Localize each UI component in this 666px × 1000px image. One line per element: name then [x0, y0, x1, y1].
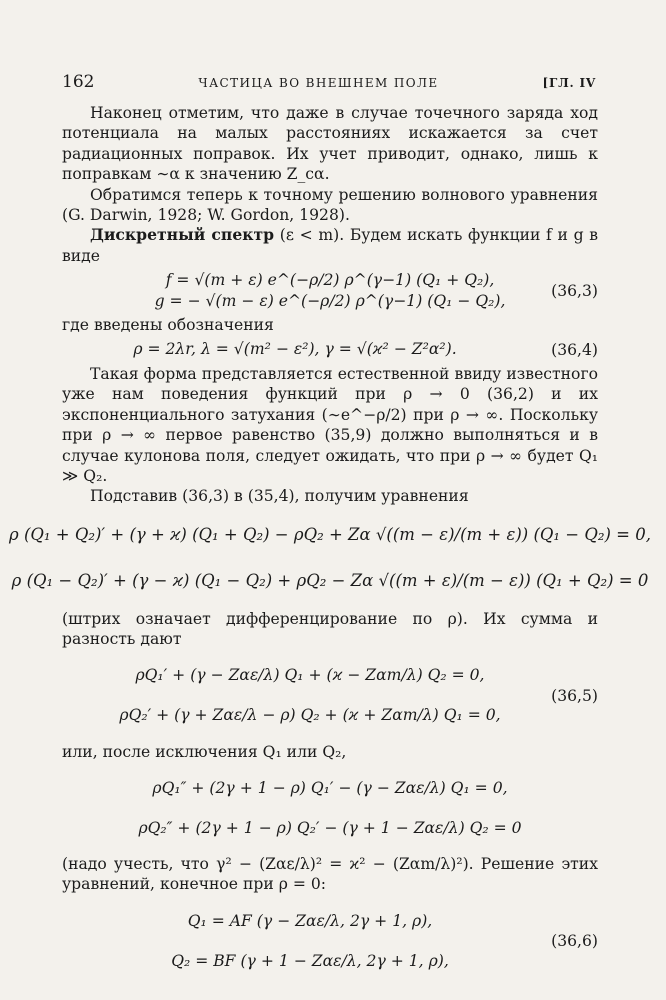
- equation-q1-solution: Q₁ = AF (γ − Zαε/λ, 2γ + 1, ρ),: [187, 911, 433, 930]
- paragraph-behaviour: Такая форма представляется естественной ввиду известного уже нам поведения функций при ρ → 0 (36,2) и их экспоненциального затухания (∼e^−ρ/2) при ρ → ∞. Поскольку при ρ → ∞ первое равенство (35,9) должно выполняться и в случае кулонова поля, следует ожидать, что при ρ → ∞ будет Q₁ ≫ Q₂.: [62, 364, 598, 485]
- equation-q1-second-order: ρQ₁″ + (2γ + 1 − ρ) Q₁′ − (γ − Zαε/λ) Q₁ = 0,: [152, 778, 508, 797]
- equation-g: g = − √(m − ε) e^(−ρ/2) ρ^(γ−1) (Q₁ − Q₂),: [154, 291, 506, 310]
- equation-f: f = √(m + ε) e^(−ρ/2) ρ^(γ−1) (Q₁ + Q₂),: [165, 271, 495, 290]
- equation-second-order: [62, 768, 598, 848]
- equation-rho-lambda-gamma: ρ = 2λr, λ = √(m² − ε²), γ = √(ϰ² − Z²α²).: [133, 340, 457, 359]
- page-number: 162: [62, 72, 95, 92]
- paragraph-exact-solution: Обратимся теперь к точному решению волнового уравнения (G. Darwin, 1928; W. Gordon, 1928).: [62, 185, 598, 225]
- paragraph-radiation-corrections: Наконец отметим, что даже в случае точечного заряда ход потенциала на малых расстояниях искажается за счет радиационных поправок. Их учет приводит, однако, лишь к поправкам ∼α к значению Z_cα.: [62, 104, 598, 184]
- paragraph-substitution: Подставив (36,3) в (35,4), получим уравнения: [90, 487, 469, 506]
- section-heading-discrete-spectrum: Дискретный спектр: [90, 225, 275, 245]
- equation-number: (36,5): [551, 686, 598, 705]
- page-body: [9, 103, 651, 987]
- equation-number: (36,6): [551, 931, 598, 950]
- equation-36-3: [62, 270, 598, 311]
- paragraph-discrete-spectrum: [62, 225, 598, 266]
- equation-system: [9, 515, 651, 601]
- equation-36-4: [62, 339, 598, 359]
- paragraph-notation: где введены обозначения: [62, 316, 274, 335]
- equation-36-6: [62, 901, 598, 981]
- equation-q1-first-order: ρQ₁′ + (γ − Zαε/λ) Q₁ + (ϰ − Zαm/λ) Q₂ = 0,: [135, 666, 485, 685]
- equation-q2-first-order: ρQ₂′ + (γ + Zαε/λ − ρ) Q₂ + (ϰ + Zαm/λ) Q₁ = 0,: [119, 706, 501, 725]
- equation-system-2: ρ (Q₁ − Q₂)′ + (γ − ϰ) (Q₁ − Q₂) + ρQ₂ − Zα √((m + ε)/(m − ε)) (Q₁ + Q₂) = 0: [11, 570, 649, 590]
- equation-36-5: [62, 656, 598, 736]
- paragraph-elimination: или, после исключения Q₁ или Q₂,: [62, 742, 347, 761]
- running-title: ЧАСТИЦА ВО ВНЕШНЕМ ПОЛЕ: [198, 76, 439, 90]
- paragraph-solution: (надо учесть, что γ² − (Zαε/λ)² = ϰ² − (Zαm/λ)²). Решение этих уравнений, конечное при ρ = 0:: [62, 854, 598, 894]
- equation-number: (36,4): [551, 340, 598, 359]
- page-header: [62, 72, 596, 96]
- equation-number: (36,3): [551, 281, 598, 300]
- paragraph-sum-difference: (штрих означает дифференцирование по ρ). Их сумма и разность дают: [62, 609, 598, 649]
- discrete-spectrum-text: (ε < m). Будем искать функции f и g в виде: [62, 226, 599, 265]
- chapter-marker: [ГЛ. IV: [542, 76, 596, 90]
- equation-q2-second-order: ρQ₂″ + (2γ + 1 − ρ) Q₂′ − (γ + 1 − Zαε/λ) Q₂ = 0: [138, 818, 522, 837]
- equation-system-1: ρ (Q₁ + Q₂)′ + (γ + ϰ) (Q₁ + Q₂) − ρQ₂ + Zα √((m − ε)/(m + ε)) (Q₁ − Q₂) = 0,: [9, 524, 651, 544]
- equation-q2-solution: Q₂ = BF (γ + 1 − Zαε/λ, 2γ + 1, ρ),: [171, 951, 449, 970]
